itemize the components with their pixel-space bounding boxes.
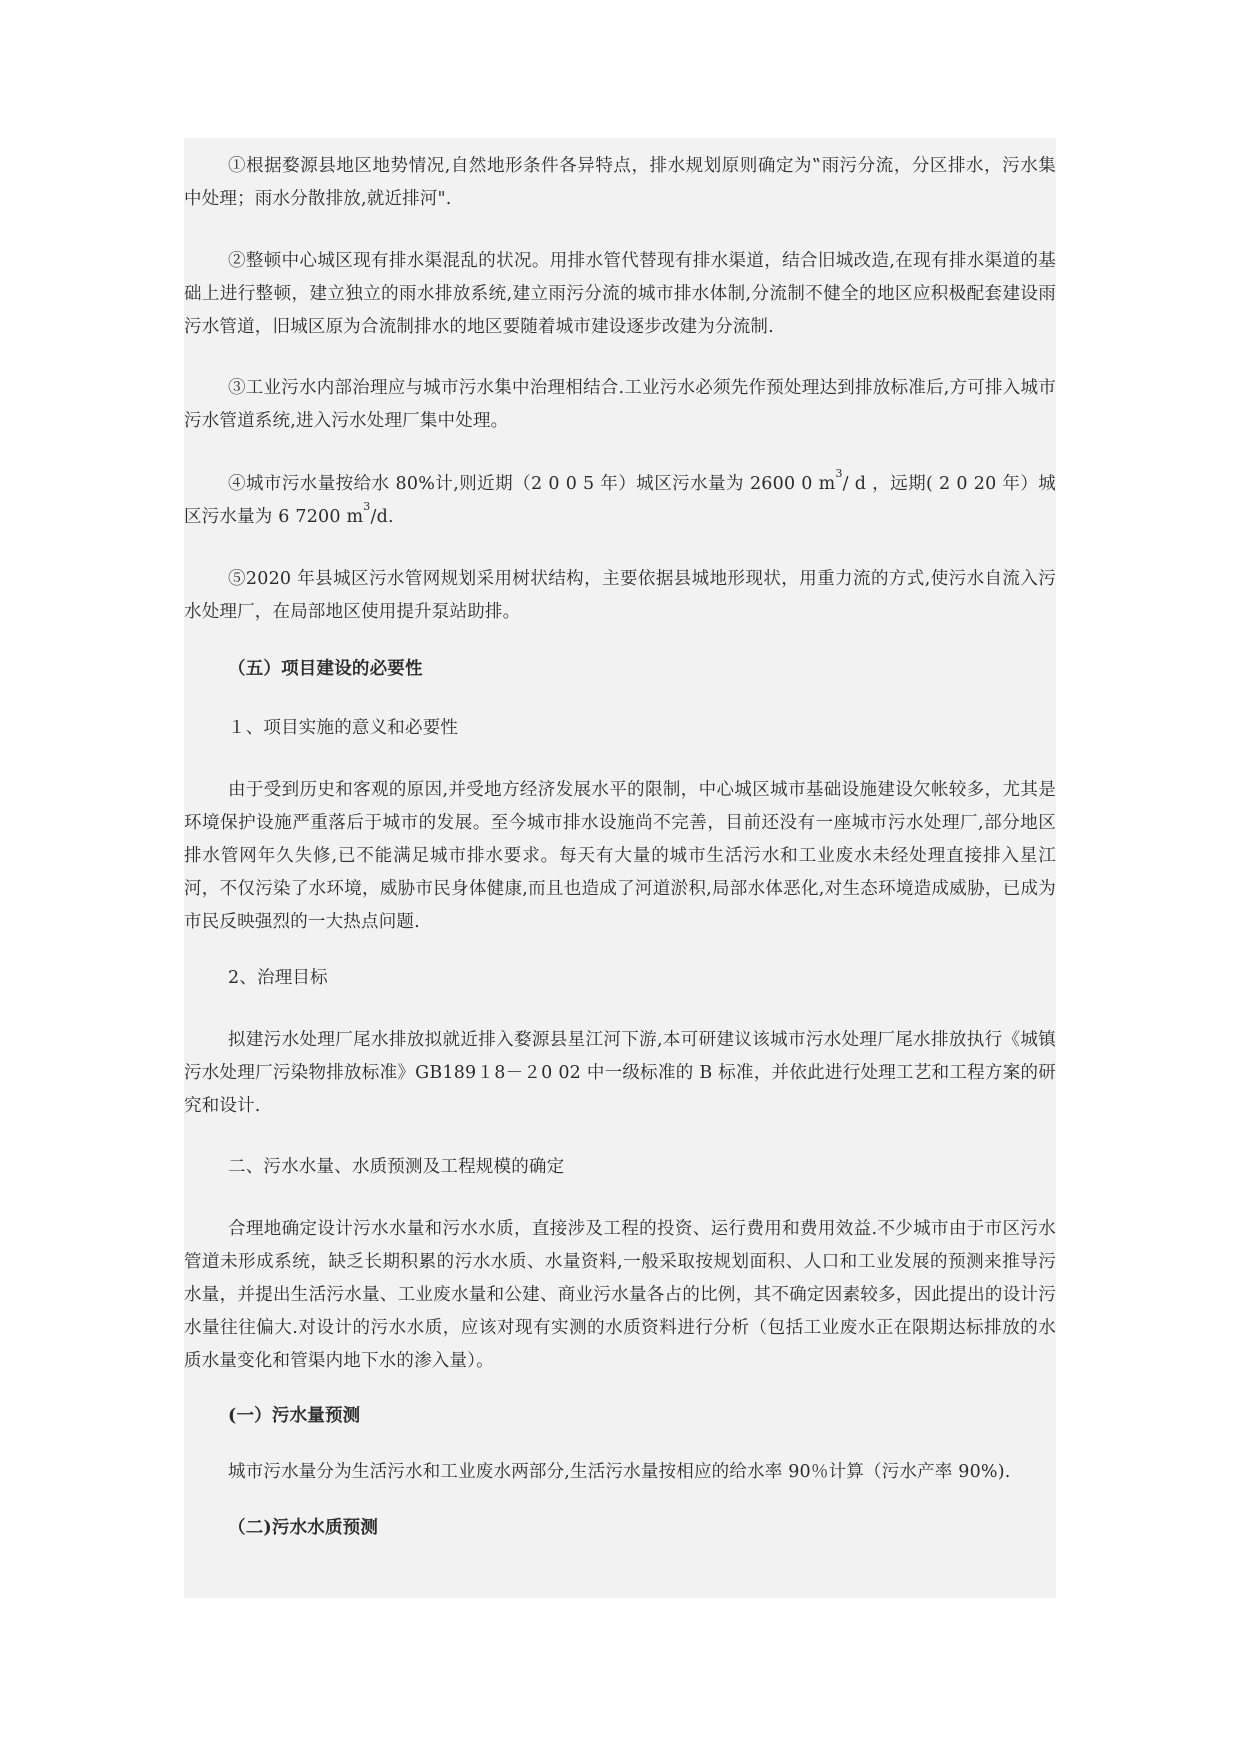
paragraph-sewage-volume bbox=[184, 468, 1056, 534]
paragraph-volume-composition: 城市污水量分为生活污水和工业废水两部分,生活污水量按相应的给水率 90％计算（污水产率 90%). bbox=[228, 1462, 1011, 1482]
section-heading-volume-forecast: (一）污水量预测 bbox=[228, 1406, 361, 1426]
section-heading-quality-forecast: （二)污水水质预测 bbox=[228, 1518, 379, 1538]
paragraph-central-district-drainage: ②整顿中心城区现有排水渠混乱的状况。用排水管代替现有排水渠道，结合旧城改造,在现有排水渠道的基础上进行整顿，建立独立的雨水排放系统,建立雨污分流的城市排水体制,分流制不健全的地区应积极配套建设雨污水管道，旧城区原为合流制排水的地区要随着城市建设逐步改建为分流制. bbox=[184, 251, 1056, 337]
paragraph-discharge-standard: 拟建污水处理厂尾水排放拟就近排入婺源县星江河下游,本可研建议该城市污水处理厂尾水排放执行《城镇污水处理厂污染物排放标准》GB189１8－２0 02 中一级标准的 B 标准，并依此进行处理工艺和工程方案的研究和设计. bbox=[184, 1030, 1056, 1116]
paragraph-design-determination: 合理地确定设计污水水量和污水水质，直接涉及工程的投资、运行费用和费用效益.不少城市由于市区污水管道未形成系统，缺乏长期积累的污水水质、水量资料,一般采取按规划面积、人口和工业发展的预测来推导污水量，并提出生活污水量、工业废水量和公建、商业污水量各占的比例，其不确定因素较多，因此提出的设计污水量往往偏大.对设计的污水水质，应该对现有实测的水质资料进行分析（包括工业废水正在限期达标排放的水质水量变化和管渠内地下水的渗入量）。 bbox=[184, 1219, 1056, 1371]
sewage-volume-superscript-a: 3 bbox=[835, 467, 843, 480]
sewage-volume-text-a: ④城市污水量按给水 80%计,则近期（2 0 0 5 年）城区污水量为 2600 0 m bbox=[228, 474, 836, 494]
subheading-treatment-target: 2、治理目标 bbox=[228, 968, 328, 988]
document-panel bbox=[184, 138, 1056, 1598]
paragraph-background: 由于受到历史和客观的原因,并受地方经济发展水平的限制，中心城区城市基础设施建设欠帐较多，尤其是环境保护设施严重落后于城市的发展。至今城市排水设施尚不完善，目前还没有一座城市污水处理厂,部分地区排水管网年久失修,已不能满足城市排水要求。每天有大量的城市生活污水和工业废水未经处理直接排入星江河，不仅污染了水环境，威胁市民身体健康,而且也造成了河道淤积,局部水体恶化,对生态环境造成威胁，已成为市民反映强烈的一大热点问题. bbox=[184, 780, 1056, 932]
sewage-volume-text-c: /d. bbox=[370, 507, 394, 527]
subheading-volume-quality: 二、污水水量、水质预测及工程规模的确定 bbox=[228, 1157, 565, 1177]
sewage-volume-text-b: / d ，远期( 2 0 20 年）城区污水量为 6 7200 m bbox=[184, 474, 1057, 527]
paragraph-drainage-principle: ①根据婺源县地区地势情况,自然地形条件各异特点，排水规划原则确定为‟雨污分流，分区排水，污水集中处理；雨水分散排放,就近排河". bbox=[184, 156, 1056, 209]
section-heading-necessity: （五）项目建设的必要性 bbox=[228, 659, 423, 679]
sewage-volume-superscript-b: 3 bbox=[363, 500, 371, 513]
paragraph-pipe-network: ⑤2020 年县城区污水管网规划采用树状结构，主要依据县城地形现状，用重力流的方式,使污水自流入污水处理厂，在局部地区使用提升泵站助排。 bbox=[184, 569, 1056, 622]
subheading-significance: １、项目实施的意义和必要性 bbox=[228, 718, 459, 738]
paragraph-industrial-wastewater: ③工业污水内部治理应与城市污水集中治理相结合.工业污水必须先作预处理达到排放标准后,方可排入城市污水管道系统,进入污水处理厂集中处理。 bbox=[184, 378, 1056, 431]
